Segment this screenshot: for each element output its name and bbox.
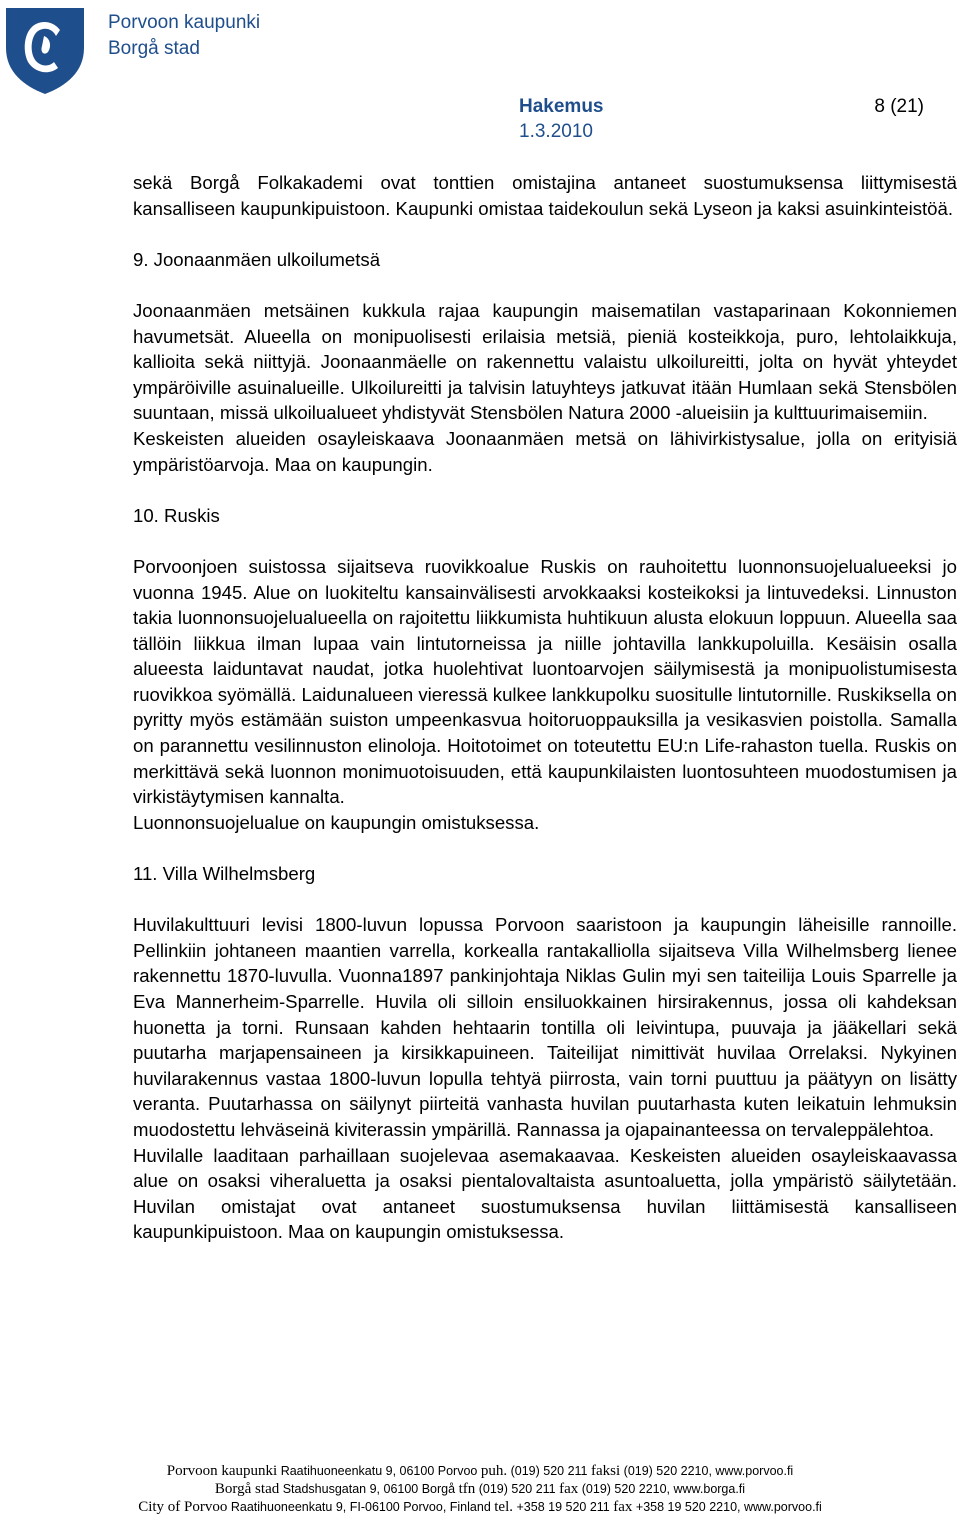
footer-tel: (019) 520 211 [478,1482,556,1496]
paragraph: sekä Borgå Folkakademi ovat tonttien omistajina antaneet suostumuksensa liittymisestä kansalliseen kaupunkipuistoon. Kaupunki omistaa taidekoulun sekä Lyseon ja kaksi asuinkinteistöä. [133,172,957,219]
footer-fax: +358 19 520 2210, www.porvoo.fi [635,1500,822,1514]
footer-fax: (019) 520 2210, www.porvoo.fi [623,1464,794,1478]
footer-tel-label: tfn [458,1481,476,1497]
footer-address: Raatihuoneenkatu 9, FI-06100 Porvoo, Finland [230,1500,491,1514]
page-number: 8 (21) [874,96,924,117]
footer-org: City of Porvoo [138,1499,228,1515]
page-footer [0,1462,960,1516]
org-name-finnish: Porvoon kaupunki [108,12,261,33]
document-date: 1.3.2010 [519,121,593,142]
porvoo-coat-of-arms-icon [4,6,86,96]
document-type: Hakemus [519,96,604,117]
footer-fax-label: faksi [591,1463,621,1479]
footer-org: Borgå stad [214,1481,280,1497]
footer-tel: +358 19 520 211 [516,1500,610,1514]
paragraph: Huvilakulttuuri levisi 1800-luvun lopussa Porvoon saaristoon ja kaupungin läheisille rannoille. Pellinkiin johtaneen maantien varrella, korkealla rantakalliolla sijaitseva Villa Wilhelmsberg lienee rakennettu 1870-luvulla. Vuonna1897 pankinjohtaja Niklas Gulin myi sen taiteilija Louis Sparrelle ja Eva Mannerheim-Sparrelle. Huvila oli silloin ensiluokkainen hirsirakennus, jossa oli kahdeksan huonetta ja torni. Runsaan kahden hehtaarin tontilla oli leivintupa, puuvaja ja jääkellari sekä puutarha marjapensaineen ja kirsikkapuineen. Taiteilijat nimittivät huvilaa Orrelaksi. Nykyinen huvilarakennus vastaa 1800-luvun lopulla tehtyä piirrosta, vain torni puuttuu ja päätyyn on lisätty veranta. Puutarhassa on säilynyt piirteitä vanhasta huvilan puutarhasta kuten leikatuin lehmuksin muodostettu lehväseinä kiviterassin ympärillä. Rannassa ja ojapainanteessa on tervaleppälehtoa. [133,914,957,1140]
document-body [133,170,957,1245]
organization-name [108,10,260,62]
footer-tel-label: tel. [494,1499,514,1515]
footer-tel-label: puh. [480,1463,508,1479]
footer-tel: (019) 520 211 [510,1464,588,1478]
footer-fax: (019) 520 2210, www.borga.fi [581,1482,746,1496]
footer-line-finnish [0,1462,960,1480]
org-name-swedish: Borgå stad [108,38,200,59]
section-heading: 9. Joonaanmäen ulkoilumetsä [133,248,381,270]
footer-address: Raatihuoneenkatu 9, 06100 Porvoo [280,1464,478,1478]
paragraph: Porvoonjoen suistossa sijaitseva ruovikkoalue Ruskis on rauhoitettu luonnonsuojelualueeksi jo vuonna 1945. Alue on luokiteltu kansainvälisesti arvokkaaksi kosteikoksi ja lintuvedeksi. Linnuston takia luonnonsuojelualueella on rajoitettu liikkumista huhtikuun alusta elokuun loppuun. Alueella saa tällöin liikkua ilman lupaa vain lintutorneissa ja niille johtavilla lankkupoluilla. Kesäisin osalla alueesta laiduntavat naudat, jotka huolehtivat luontoarvojen säilymisestä ja monipuolistumisesta ruovikkoa syömällä. Laidunalueen vieressä kulkee lankkupolku suositulle lintutornille. Ruskiksella on pyritty myös estämään suiston umpeenkasvua hoitoruoppauksilla ja vesikasvien poistolla. Samalla on parannettu vesilinnuston elinoloja. Hoitotoimet on toteutettu EU:n Life-rahaston tuella. Ruskis on merkittävä sekä luonnon monimuotoisuuden, että kaupunkilaisten luontosuhteen muodostumisen ja virkistäytymisen kannalta. [133,555,957,808]
footer-fax-label: fax [613,1499,633,1515]
footer-line-swedish [0,1480,960,1498]
paragraph: Joonaanmäen metsäinen kukkula rajaa kaupungin maisematilan vastaparinaan Kokonniemen havumetsät. Alueella on monipuolisesti erilaisia metsiä, pieniä kosteikkoja, puro, lehtolaikkuja, kallioita sekä niittyjä. Joonaanmäelle on rakennettu valaistu ulkoilureitti, jolta on hyvät yhteydet ympäröiville asuinalueille. Ulkoilureitti ja talvisin latuyhteys jatkuvat itään Humlaan sekä Stensbölen suuntaan, missä ulkoilualueet yhdistyvät Stensbölen Natura 2000 -alueisiin ja kulttuurimaisemiin. [133,299,957,424]
footer-org: Porvoon kaupunki [166,1463,278,1479]
section-heading: 10. Ruskis [133,504,220,526]
paragraph: Huvilalle laaditaan parhaillaan suojelevaa asemakaavaa. Keskeisten alueiden osayleiskaavassa alue on osaksi viheraluetta ja osaksi pientalovaltaista asuntoaluetta, jolla ympäristö säilytetään. Huvilan omistajat ovat antaneet suostumuksensa huvilan liittämisestä kansalliseen kaupunkipuistoon. Maa on kaupungin omistuksessa. [133,1144,957,1243]
paragraph: Keskeisten alueiden osayleiskaava Joonaanmäen metsä on lähivirkistysalue, jolla on erityisiä ympäristöarvoja. Maa on kaupungin. [133,427,957,475]
footer-line-english [0,1498,960,1516]
paragraph: Luonnonsuojelualue on kaupungin omistuksessa. [133,811,540,833]
footer-address: Stadshusgatan 9, 06100 Borgå [282,1482,456,1496]
footer-fax-label: fax [559,1481,579,1497]
section-heading: 11. Villa Wilhelmsberg [133,863,316,885]
